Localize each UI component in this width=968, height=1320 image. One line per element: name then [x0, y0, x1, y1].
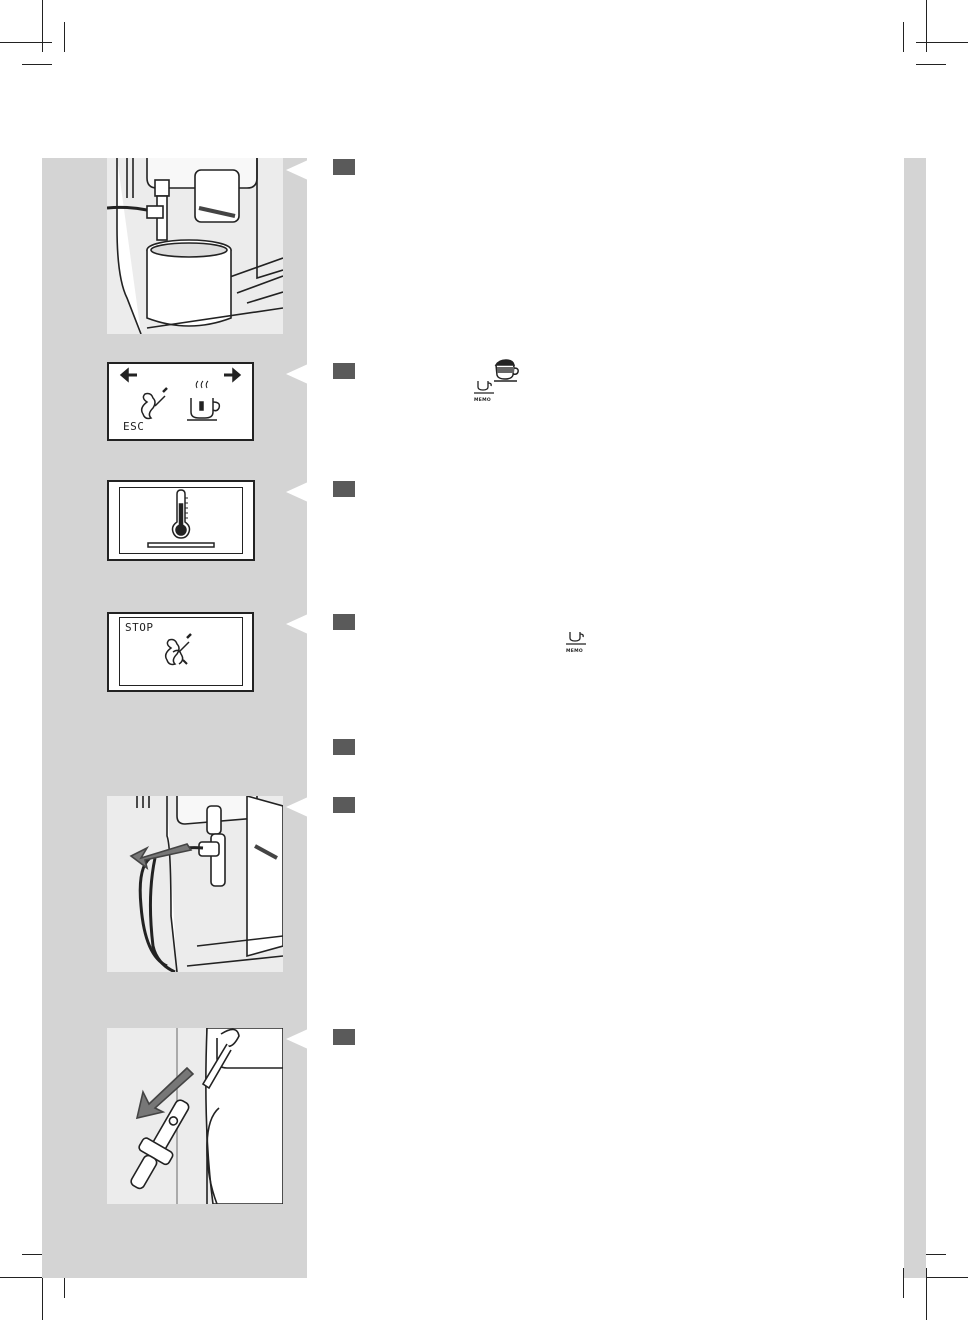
coffee-cup-steam-icon — [187, 381, 219, 420]
pointer-step-2 — [286, 364, 308, 384]
arrow-right-icon — [224, 369, 240, 381]
pointer-step-4 — [286, 614, 308, 634]
memo-caption: MEMO — [474, 398, 492, 403]
machine-milk-jug-illustration — [107, 158, 283, 334]
step-2-number-box — [333, 363, 355, 379]
step-3-number-box — [333, 481, 355, 497]
step-5-number-box — [333, 739, 355, 755]
memo-caption: MEMO — [566, 649, 584, 654]
memo-cup-icon — [472, 379, 496, 403]
milk-frother-icon — [166, 634, 191, 665]
step-4-number-box — [333, 614, 355, 630]
esc-label: ESC — [123, 420, 145, 433]
pointer-step-7 — [286, 1029, 308, 1049]
remove-tube-illustration — [107, 796, 283, 972]
stop-display — [107, 612, 254, 692]
pointer-step-1 — [286, 160, 308, 180]
thermometer-icon — [173, 490, 190, 538]
memo-cup-icon — [564, 630, 588, 654]
step-6-number-box — [333, 797, 355, 813]
page-edge-bar — [904, 158, 926, 1278]
cup-milk-froth-icon — [493, 359, 519, 388]
heating-display — [107, 480, 255, 561]
menu-display — [107, 362, 254, 441]
arrow-left-icon — [121, 369, 137, 381]
remove-frother-illustration — [107, 1028, 283, 1204]
heating-progress-bar — [148, 543, 214, 547]
step-1-number-box — [333, 159, 355, 175]
milk-frother-icon — [142, 388, 167, 419]
stop-label: STOP — [125, 621, 154, 634]
pointer-step-6 — [286, 797, 308, 817]
step-7-number-box — [333, 1029, 355, 1045]
pointer-step-3 — [286, 482, 308, 502]
